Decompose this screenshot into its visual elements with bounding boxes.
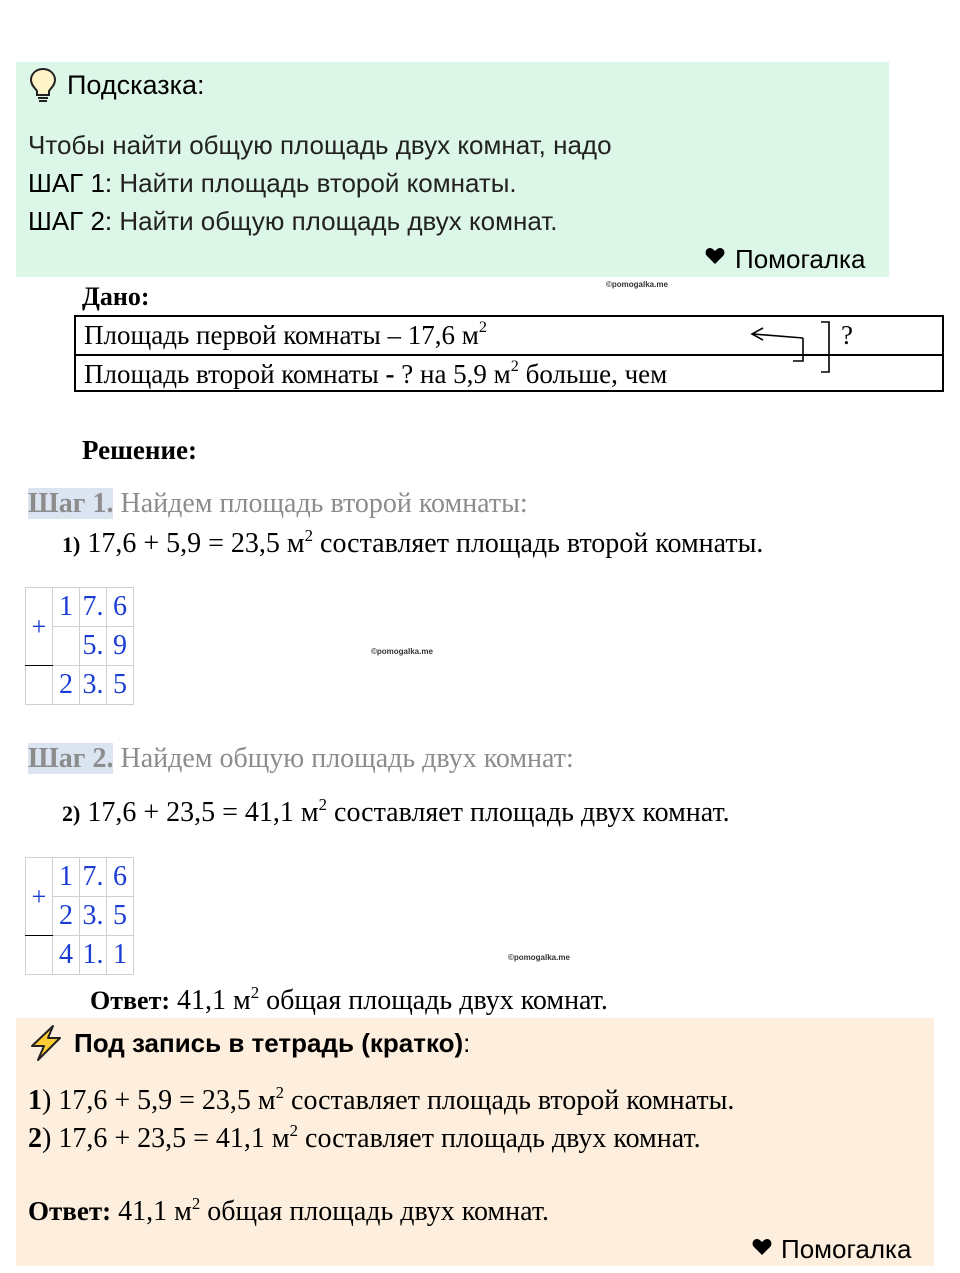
digit-cell	[53, 627, 80, 666]
plus-sign: +	[26, 858, 53, 936]
plus-sign: +	[26, 588, 53, 666]
hint-step1-text: Найти площадь второй комнаты.	[112, 168, 517, 198]
digit-cell: 9	[107, 627, 134, 666]
brief-answer-label: Ответ:	[28, 1196, 112, 1226]
digit-cell: 3.	[80, 666, 107, 705]
step-2-heading	[28, 743, 574, 775]
given-row-2-text-b: ? на 5,9 м	[394, 359, 511, 389]
hint-step2-text: Найти общую площадь двух комнат.	[112, 206, 558, 236]
given-row-1	[84, 320, 487, 351]
exponent: 2	[275, 1083, 285, 1102]
digit-cell: 5	[107, 897, 134, 936]
equation-1-number: 1)	[62, 532, 81, 557]
lightning-icon	[26, 1024, 66, 1062]
equation-2-tail: составляет площадь двух комнат.	[327, 797, 730, 828]
heart-icon	[752, 1238, 772, 1256]
solution-title: Решение:	[82, 435, 197, 465]
brief-title-text: Под запись в тетрадь (кратко)	[74, 1028, 464, 1058]
digit-cell: 1	[107, 936, 134, 975]
watermark: ©pomogalka.me	[508, 953, 570, 962]
brand-label: Помогалка	[735, 244, 866, 274]
hint-step2	[28, 206, 558, 237]
step-1-text: Найдем площадь второй комнаты:	[113, 488, 528, 519]
step-2-text: Найдем общую площадь двух комнат:	[113, 743, 574, 774]
equation-1	[62, 528, 763, 560]
step-1-label: Шаг 1.	[28, 488, 114, 519]
step-1-heading	[28, 488, 528, 520]
given-row-1-text: Площадь первой комнаты – 17,6 м	[84, 320, 479, 350]
given-row-2	[84, 359, 667, 390]
brief-line-2-number: 2	[28, 1123, 42, 1154]
exponent: 2	[318, 795, 328, 814]
equation-2	[62, 797, 730, 829]
hint-title: Подсказка:	[67, 70, 205, 100]
brief-line-2-text: ) 17,6 + 23,5 = 41,1 м	[42, 1123, 290, 1154]
answer	[90, 985, 608, 1017]
relation-arrow-icon	[745, 318, 841, 378]
answer-tail: общая площадь двух комнат.	[259, 985, 608, 1016]
brief-answer-value: 41,1 м	[111, 1196, 192, 1227]
digit-cell: 3.	[80, 897, 107, 936]
exponent: 2	[510, 357, 519, 375]
exponent: 2	[304, 526, 314, 545]
digit-cell: 5.	[80, 627, 107, 666]
brief-line-1-text: ) 17,6 + 5,9 = 23,5 м	[42, 1085, 276, 1116]
digit-cell: 7.	[80, 588, 107, 627]
watermark: ©pomogalka.me	[606, 280, 668, 289]
column-addition-2	[25, 857, 134, 975]
digit-cell: 4	[53, 936, 80, 975]
digit-cell: 1.	[80, 936, 107, 975]
hint-line: Чтобы найти общую площадь двух комнат, надо	[28, 130, 612, 160]
brand-label: Помогалка	[781, 1234, 912, 1264]
given-title: Дано:	[82, 282, 150, 311]
empty-cell	[26, 936, 53, 975]
step-2-label: Шаг 2.	[28, 743, 114, 774]
equation-1-text: 17,6 + 5,9 = 23,5 м	[80, 528, 305, 559]
hint-step1-label: ШАГ 1:	[28, 168, 113, 198]
digit-cell: 7.	[80, 858, 107, 897]
question-mark: ?	[841, 320, 853, 350]
empty-cell	[26, 666, 53, 705]
equation-2-text: 17,6 + 23,5 = 41,1 м	[80, 797, 319, 828]
exponent: 2	[250, 983, 260, 1002]
digit-cell: 1	[53, 588, 80, 627]
brief-line-2	[28, 1123, 701, 1155]
brief-line-1-tail: составляет площадь второй комнаты.	[284, 1085, 735, 1116]
exponent: 2	[191, 1194, 201, 1213]
brief-title	[74, 1028, 470, 1059]
brief-line-1	[28, 1085, 734, 1117]
brief-title-colon: :	[463, 1028, 471, 1058]
digit-cell: 6	[107, 588, 134, 627]
answer-label: Ответ:	[90, 986, 171, 1015]
digit-cell: 5	[107, 666, 134, 705]
watermark: ©pomogalka.me	[371, 647, 433, 656]
column-addition-1	[25, 587, 134, 705]
brief-answer	[28, 1196, 549, 1228]
digit-cell: 2	[53, 666, 80, 705]
brief-answer-tail: общая площадь двух комнат.	[200, 1196, 549, 1227]
exponent: 2	[478, 318, 487, 336]
hint-step1	[28, 168, 517, 199]
heart-icon	[705, 247, 725, 265]
exponent: 2	[289, 1121, 299, 1140]
given-row-2-dash: -	[385, 359, 395, 389]
hint-step2-label: ШАГ 2:	[28, 206, 113, 236]
digit-cell: 1	[53, 858, 80, 897]
digit-cell: 6	[107, 858, 134, 897]
given-row-2-text-c: больше, чем	[518, 359, 668, 389]
brief-line-1-number: 1	[28, 1085, 42, 1116]
brief-line-2-tail: составляет площадь двух комнат.	[298, 1123, 701, 1154]
answer-value: 41,1 м	[170, 985, 251, 1016]
equation-2-number: 2)	[62, 801, 81, 826]
equation-1-tail: составляет площадь второй комнаты.	[313, 528, 764, 559]
digit-cell: 2	[53, 897, 80, 936]
given-row-2-text-a: Площадь второй комнаты	[84, 359, 386, 389]
lightbulb-icon	[28, 66, 58, 104]
